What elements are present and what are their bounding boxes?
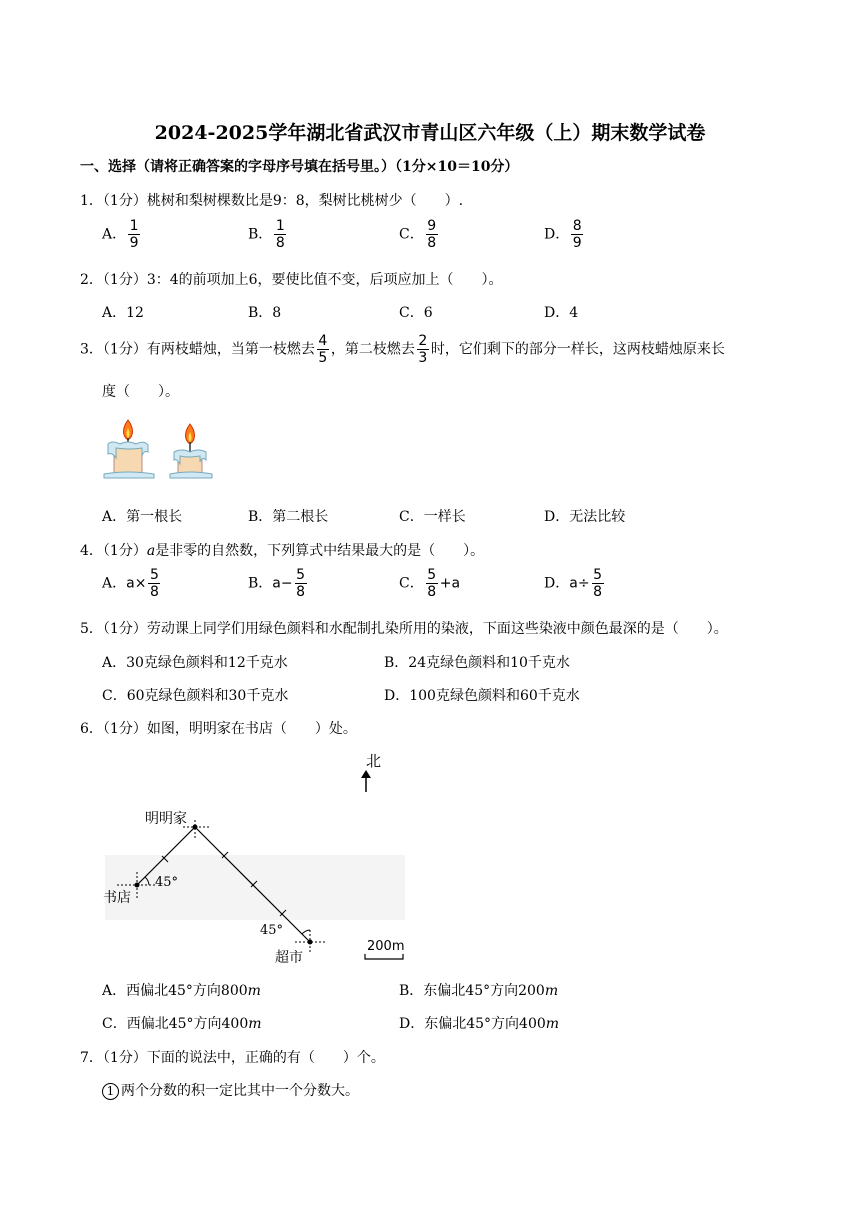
q2-option-b[interactable]: B．8 <box>248 305 282 321</box>
question-4-stem: 4．（1分）a是非零的自然数，下列算式中结果最大的是（ ）。 <box>80 543 485 559</box>
fraction: $\frac{8}{9}$ <box>572 218 582 251</box>
fraction: $\frac{5}{8}$ <box>149 567 159 600</box>
question-1-stem: 1．（1分）桃树和梨树棵数比是9：8，梨树比桃树少（ ）. <box>80 193 464 209</box>
q5-option-a[interactable]: A．30克绿色颜料和12千克水 <box>102 655 288 671</box>
fraction: $\frac{5}{8}$ <box>593 567 602 600</box>
q4-option-b[interactable]: B．a− $\frac{5}{8}$ <box>248 567 306 600</box>
q2-option-a[interactable]: A．12 <box>102 305 144 321</box>
q6-option-a[interactable]: A．西偏北45°方向800m <box>102 983 261 999</box>
question-6-stem: 6．（1分）如图，明明家在书店（ ）处。 <box>80 721 357 737</box>
question-2-stem: 2．（1分）3：4的前项加上6，要使比值不变，后项应加上（ ）。 <box>80 272 503 288</box>
angle-label: 45° <box>260 923 284 938</box>
scale-bar <box>365 954 403 959</box>
fraction: $\frac{1}{9}$ <box>129 218 139 251</box>
q5-option-b[interactable]: B．24克绿色颜料和10千克水 <box>384 655 570 671</box>
north-label: 北 <box>366 752 382 770</box>
q4-option-a[interactable]: A．a× $\frac{5}{8}$ <box>102 567 159 600</box>
fraction: $\frac{2}{3}$ <box>418 333 428 366</box>
q6-option-d[interactable]: D．东偏北45°方向400m <box>399 1016 560 1032</box>
question-3-stem-line2: 度（ ）。 <box>102 384 179 400</box>
question-3-stem: 3．（1分）有两枝蜡烛，当第一枝燃去 $\frac{4}{5}$ ，第二枝燃去 $\frac{2}{3}$ 时，它们剩下的部分一样长，这两枝蜡烛原来长 <box>80 333 725 366</box>
q1-option-a[interactable]: A． $\frac{1}{9}$ <box>102 218 139 251</box>
q3-option-d[interactable]: D．无法比较 <box>544 509 626 525</box>
fraction: $\frac{1}{8}$ <box>275 218 285 251</box>
q3-option-a[interactable]: A．第一根长 <box>102 509 183 525</box>
fraction: $\frac{9}{8}$ <box>427 218 437 251</box>
section-heading: 一、选择（请将正确答案的字母序号填在括号里。）（1分×10＝10分） <box>80 159 519 175</box>
fraction: $\frac{4}{5}$ <box>318 333 328 366</box>
page-title: 2024-2025学年湖北省武汉市青山区六年级（上）期末数学试卷 <box>154 122 706 144</box>
supermarket-label: 超市 <box>275 950 303 966</box>
fraction: $\frac{5}{8}$ <box>427 567 437 600</box>
circled-number: 1 <box>102 1083 119 1100</box>
q3-option-b[interactable]: B．第二根长 <box>248 509 329 525</box>
candles-illustration <box>100 412 215 484</box>
home-label: 明明家 <box>145 811 187 827</box>
q4-option-d[interactable]: D．a÷ $\frac{5}{8}$ <box>544 567 602 600</box>
question-5-stem: 5．（1分）劳动课上同学们用绿色颜料和水配制扎染所用的染液，下面这些染液中颜色最深的是（ ）。 <box>80 621 728 637</box>
question-7-item-1: 1 两个分数的积一定比其中一个分数大。 <box>102 1080 359 1100</box>
q5-option-d[interactable]: D．100克绿色颜料和60千克水 <box>384 688 580 704</box>
q4-option-c[interactable]: C． $\frac{5}{8}$ +a <box>399 567 461 600</box>
q3-option-c[interactable]: C．一样长 <box>399 509 466 525</box>
q1-option-c[interactable]: C． $\frac{9}{8}$ <box>399 218 437 251</box>
scale-label: 200m <box>367 939 405 954</box>
q1-option-d[interactable]: D． $\frac{8}{9}$ <box>544 218 582 251</box>
q6-option-b[interactable]: B．东偏北45°方向200m <box>399 983 559 999</box>
q6-option-c[interactable]: C．西偏北45°方向400m <box>102 1016 262 1032</box>
q5-option-c[interactable]: C．60克绿色颜料和30千克水 <box>102 688 289 704</box>
q1-option-b[interactable]: B． $\frac{1}{8}$ <box>248 218 285 251</box>
bookstore-label: 书店 <box>103 890 131 906</box>
angle-label: 45° <box>155 875 179 890</box>
candle-icon <box>104 420 154 478</box>
question-7-stem: 7．（1分）下面的说法中，正确的有（ ）个。 <box>80 1050 385 1066</box>
candle-icon <box>170 424 212 478</box>
fraction: $\frac{5}{8}$ <box>296 567 306 600</box>
map-diagram <box>95 740 425 970</box>
q2-option-c[interactable]: C．6 <box>399 305 433 321</box>
q2-option-d[interactable]: D．4 <box>544 305 579 321</box>
